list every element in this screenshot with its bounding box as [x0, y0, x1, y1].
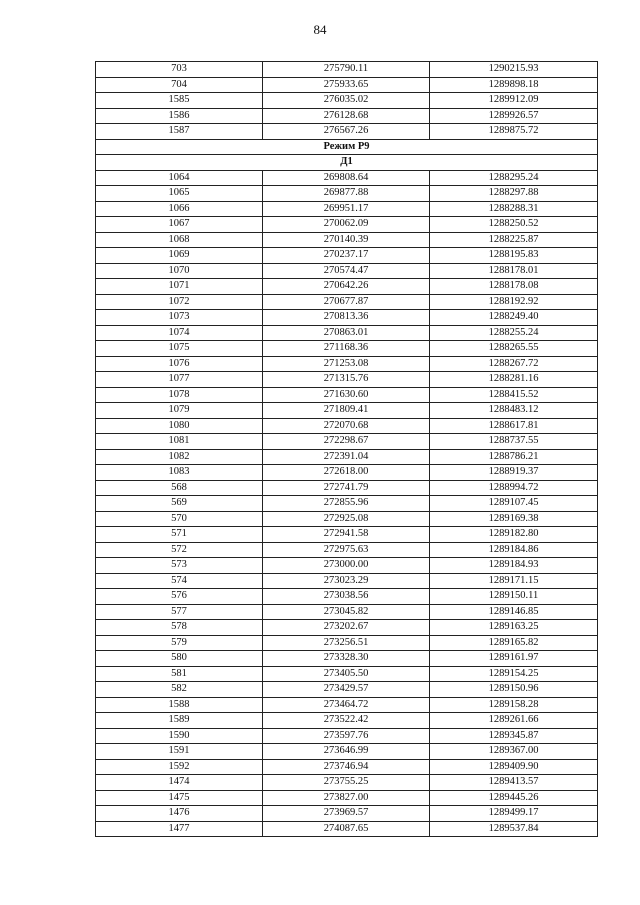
x-coordinate-cell: 276567.26: [263, 124, 430, 140]
table-row: [96, 573, 598, 589]
point-number-cell: 1064: [96, 170, 263, 186]
x-coordinate-cell: 273405.50: [263, 666, 430, 682]
y-coordinate-cell: 1289146.85: [430, 604, 598, 620]
subsection-title-row: [96, 155, 598, 171]
y-coordinate-cell: 1289499.17: [430, 806, 598, 822]
table-row: [96, 418, 598, 434]
x-coordinate-cell: 273827.00: [263, 790, 430, 806]
x-coordinate-cell: 271630.60: [263, 387, 430, 403]
table-row: [96, 93, 598, 109]
x-coordinate-cell: 269877.88: [263, 186, 430, 202]
x-coordinate-cell: 273045.82: [263, 604, 430, 620]
table-row: [96, 217, 598, 233]
table-row: [96, 449, 598, 465]
x-coordinate-cell: 270140.39: [263, 232, 430, 248]
table-row: [96, 62, 598, 78]
point-number-cell: 1591: [96, 744, 263, 760]
point-number-cell: 571: [96, 527, 263, 543]
y-coordinate-cell: 1289345.87: [430, 728, 598, 744]
x-coordinate-cell: 275933.65: [263, 77, 430, 93]
x-coordinate-cell: 270062.09: [263, 217, 430, 233]
table-row: [96, 248, 598, 264]
point-number-cell: 1588: [96, 697, 263, 713]
y-coordinate-cell: 1288919.37: [430, 465, 598, 481]
x-coordinate-cell: 270677.87: [263, 294, 430, 310]
point-number-cell: 574: [96, 573, 263, 589]
table-row: [96, 635, 598, 651]
x-coordinate-cell: 273522.42: [263, 713, 430, 729]
x-coordinate-cell: 273969.57: [263, 806, 430, 822]
table-row: [96, 279, 598, 295]
y-coordinate-cell: 1289163.25: [430, 620, 598, 636]
point-number-cell: 1082: [96, 449, 263, 465]
table-row: [96, 542, 598, 558]
x-coordinate-cell: 275790.11: [263, 62, 430, 78]
y-coordinate-cell: 1289154.25: [430, 666, 598, 682]
table-row: [96, 589, 598, 605]
table-row: [96, 294, 598, 310]
table-row: [96, 651, 598, 667]
point-number-cell: 1065: [96, 186, 263, 202]
point-number-cell: 1070: [96, 263, 263, 279]
table-row: [96, 713, 598, 729]
x-coordinate-cell: 273023.29: [263, 573, 430, 589]
table-row: [96, 558, 598, 574]
table-row: [96, 496, 598, 512]
table-row: [96, 170, 598, 186]
y-coordinate-cell: 1288281.16: [430, 372, 598, 388]
point-number-cell: 573: [96, 558, 263, 574]
x-coordinate-cell: 274087.65: [263, 821, 430, 837]
y-coordinate-cell: 1288178.01: [430, 263, 598, 279]
point-number-cell: 1068: [96, 232, 263, 248]
point-number-cell: 1076: [96, 356, 263, 372]
table-row: [96, 666, 598, 682]
y-coordinate-cell: 1288249.40: [430, 310, 598, 326]
point-number-cell: 580: [96, 651, 263, 667]
coordinates-table: [95, 61, 598, 837]
page-number: 84: [313, 22, 327, 37]
x-coordinate-cell: 271168.36: [263, 341, 430, 357]
y-coordinate-cell: 1288297.88: [430, 186, 598, 202]
table-row: [96, 310, 598, 326]
point-number-cell: 1083: [96, 465, 263, 481]
table-row: [96, 480, 598, 496]
table-row: [96, 77, 598, 93]
y-coordinate-cell: 1288225.87: [430, 232, 598, 248]
y-coordinate-cell: 1289261.66: [430, 713, 598, 729]
y-coordinate-cell: 1289169.38: [430, 511, 598, 527]
point-number-cell: 569: [96, 496, 263, 512]
point-number-cell: 1080: [96, 418, 263, 434]
x-coordinate-cell: 270237.17: [263, 248, 430, 264]
table-row: [96, 682, 598, 698]
x-coordinate-cell: 272070.68: [263, 418, 430, 434]
table-row: [96, 263, 598, 279]
table-row: [96, 434, 598, 450]
point-number-cell: 1077: [96, 372, 263, 388]
y-coordinate-cell: 1288250.52: [430, 217, 598, 233]
point-number-cell: 1475: [96, 790, 263, 806]
x-coordinate-cell: 271315.76: [263, 372, 430, 388]
y-coordinate-cell: 1288255.24: [430, 325, 598, 341]
point-number-cell: 576: [96, 589, 263, 605]
x-coordinate-cell: 270574.47: [263, 263, 430, 279]
y-coordinate-cell: 1289926.57: [430, 108, 598, 124]
y-coordinate-cell: 1288195.83: [430, 248, 598, 264]
y-coordinate-cell: 1288994.72: [430, 480, 598, 496]
point-number-cell: 1589: [96, 713, 263, 729]
table-row: [96, 201, 598, 217]
table-row: [96, 821, 598, 837]
table-row: [96, 403, 598, 419]
point-number-cell: 572: [96, 542, 263, 558]
point-number-cell: 1069: [96, 248, 263, 264]
y-coordinate-cell: 1289184.86: [430, 542, 598, 558]
point-number-cell: 1078: [96, 387, 263, 403]
x-coordinate-cell: 272941.58: [263, 527, 430, 543]
point-number-cell: 1586: [96, 108, 263, 124]
x-coordinate-cell: 273256.51: [263, 635, 430, 651]
point-number-cell: 1072: [96, 294, 263, 310]
point-number-cell: 1590: [96, 728, 263, 744]
y-coordinate-cell: 1289184.93: [430, 558, 598, 574]
point-number-cell: 1071: [96, 279, 263, 295]
y-coordinate-cell: 1289158.28: [430, 697, 598, 713]
table-row: [96, 697, 598, 713]
point-number-cell: 581: [96, 666, 263, 682]
coordinates-table-body-bottom: [96, 170, 598, 837]
y-coordinate-cell: 1288617.81: [430, 418, 598, 434]
table-row: [96, 790, 598, 806]
y-coordinate-cell: 1289367.00: [430, 744, 598, 760]
point-number-cell: 1081: [96, 434, 263, 450]
table-row: [96, 527, 598, 543]
table-row: [96, 325, 598, 341]
table-row: [96, 604, 598, 620]
point-number-cell: 1067: [96, 217, 263, 233]
y-coordinate-cell: 1288267.72: [430, 356, 598, 372]
x-coordinate-cell: 272925.08: [263, 511, 430, 527]
y-coordinate-cell: 1288192.92: [430, 294, 598, 310]
table-row: [96, 775, 598, 791]
x-coordinate-cell: 272391.04: [263, 449, 430, 465]
table-row: [96, 728, 598, 744]
x-coordinate-cell: 273202.67: [263, 620, 430, 636]
y-coordinate-cell: 1289409.90: [430, 759, 598, 775]
section-title-row: [96, 139, 598, 155]
x-coordinate-cell: 272741.79: [263, 480, 430, 496]
y-coordinate-cell: 1288737.55: [430, 434, 598, 450]
x-coordinate-cell: 273429.57: [263, 682, 430, 698]
point-number-cell: 582: [96, 682, 263, 698]
y-coordinate-cell: 1289107.45: [430, 496, 598, 512]
y-coordinate-cell: 1289150.11: [430, 589, 598, 605]
section-title: Режим Р9: [96, 139, 598, 155]
x-coordinate-cell: 273597.76: [263, 728, 430, 744]
x-coordinate-cell: 276128.68: [263, 108, 430, 124]
point-number-cell: 1477: [96, 821, 263, 837]
point-number-cell: 704: [96, 77, 263, 93]
table-row: [96, 372, 598, 388]
x-coordinate-cell: 272855.96: [263, 496, 430, 512]
table-row: [96, 387, 598, 403]
x-coordinate-cell: 276035.02: [263, 93, 430, 109]
y-coordinate-cell: 1289445.26: [430, 790, 598, 806]
x-coordinate-cell: 273464.72: [263, 697, 430, 713]
x-coordinate-cell: 271809.41: [263, 403, 430, 419]
y-coordinate-cell: 1289171.15: [430, 573, 598, 589]
point-number-cell: 579: [96, 635, 263, 651]
point-number-cell: 703: [96, 62, 263, 78]
x-coordinate-cell: 273000.00: [263, 558, 430, 574]
table-row: [96, 744, 598, 760]
y-coordinate-cell: 1289161.97: [430, 651, 598, 667]
point-number-cell: 1073: [96, 310, 263, 326]
x-coordinate-cell: 270813.36: [263, 310, 430, 326]
y-coordinate-cell: 1289898.18: [430, 77, 598, 93]
y-coordinate-cell: 1288288.31: [430, 201, 598, 217]
point-number-cell: 568: [96, 480, 263, 496]
y-coordinate-cell: 1289912.09: [430, 93, 598, 109]
point-number-cell: 1587: [96, 124, 263, 140]
point-number-cell: 1476: [96, 806, 263, 822]
x-coordinate-cell: 273328.30: [263, 651, 430, 667]
table-row: [96, 511, 598, 527]
point-number-cell: 1585: [96, 93, 263, 109]
x-coordinate-cell: 272618.00: [263, 465, 430, 481]
table-row: [96, 356, 598, 372]
x-coordinate-cell: 273038.56: [263, 589, 430, 605]
table-row: [96, 124, 598, 140]
table-row: [96, 232, 598, 248]
table-row: [96, 465, 598, 481]
y-coordinate-cell: 1290215.93: [430, 62, 598, 78]
point-number-cell: 1066: [96, 201, 263, 217]
y-coordinate-cell: 1289413.57: [430, 775, 598, 791]
point-number-cell: 1079: [96, 403, 263, 419]
y-coordinate-cell: 1289165.82: [430, 635, 598, 651]
table-row: [96, 186, 598, 202]
y-coordinate-cell: 1288786.21: [430, 449, 598, 465]
section-header-group: [96, 139, 598, 170]
point-number-cell: 570: [96, 511, 263, 527]
x-coordinate-cell: 273646.99: [263, 744, 430, 760]
table-row: [96, 806, 598, 822]
y-coordinate-cell: 1289537.84: [430, 821, 598, 837]
y-coordinate-cell: 1289875.72: [430, 124, 598, 140]
x-coordinate-cell: 270642.26: [263, 279, 430, 295]
table-row: [96, 620, 598, 636]
y-coordinate-cell: 1288178.08: [430, 279, 598, 295]
x-coordinate-cell: 272298.67: [263, 434, 430, 450]
y-coordinate-cell: 1288265.55: [430, 341, 598, 357]
coordinates-table-body-top: [96, 62, 598, 140]
y-coordinate-cell: 1288483.12: [430, 403, 598, 419]
y-coordinate-cell: 1288415.52: [430, 387, 598, 403]
point-number-cell: 1075: [96, 341, 263, 357]
x-coordinate-cell: 273755.25: [263, 775, 430, 791]
table-row: [96, 759, 598, 775]
x-coordinate-cell: 272975.63: [263, 542, 430, 558]
x-coordinate-cell: 269951.17: [263, 201, 430, 217]
subsection-title: Д1: [96, 155, 598, 171]
y-coordinate-cell: 1289182.80: [430, 527, 598, 543]
point-number-cell: 1592: [96, 759, 263, 775]
point-number-cell: 1074: [96, 325, 263, 341]
x-coordinate-cell: 270863.01: [263, 325, 430, 341]
table-row: [96, 341, 598, 357]
y-coordinate-cell: 1289150.96: [430, 682, 598, 698]
point-number-cell: 578: [96, 620, 263, 636]
x-coordinate-cell: 271253.08: [263, 356, 430, 372]
table-row: [96, 108, 598, 124]
point-number-cell: 577: [96, 604, 263, 620]
point-number-cell: 1474: [96, 775, 263, 791]
x-coordinate-cell: 269808.64: [263, 170, 430, 186]
x-coordinate-cell: 273746.94: [263, 759, 430, 775]
y-coordinate-cell: 1288295.24: [430, 170, 598, 186]
